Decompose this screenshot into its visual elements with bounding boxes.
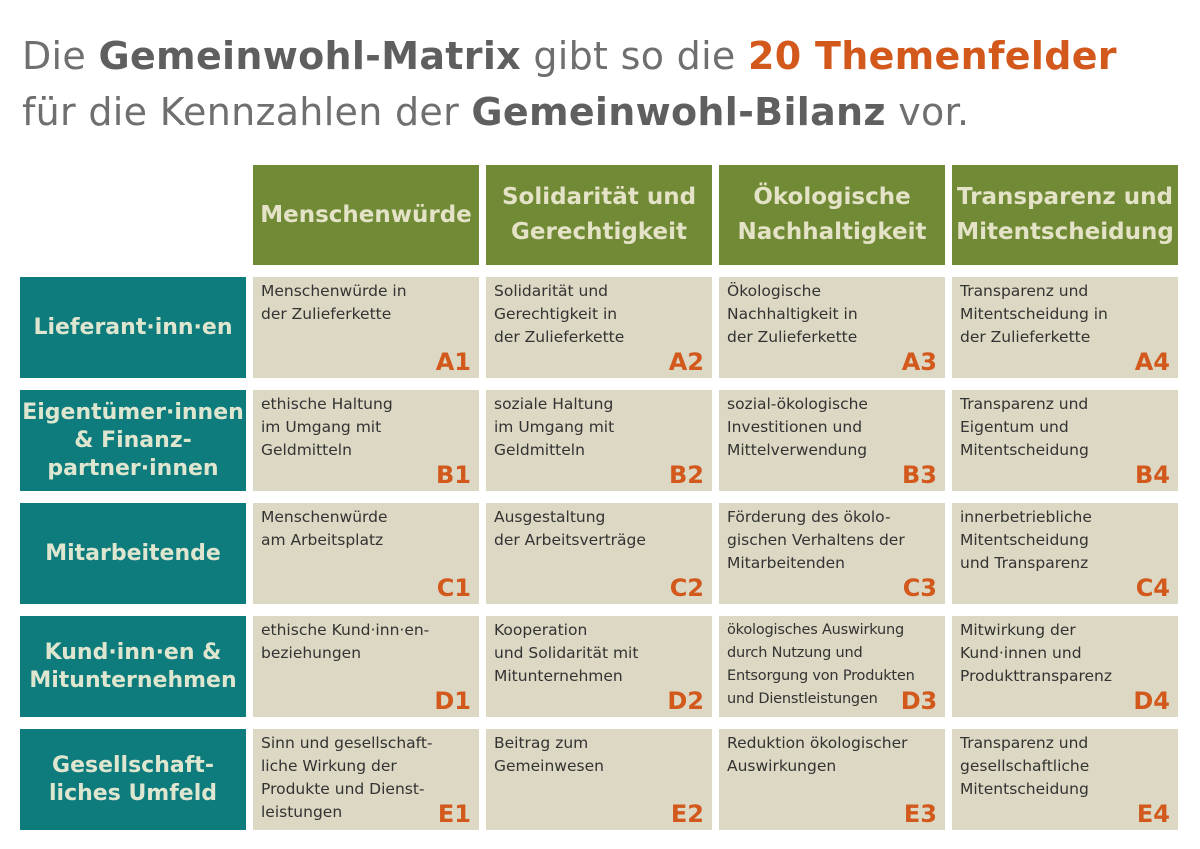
title-highlight: 20 Themenfelder (748, 34, 1117, 78)
cell-code: E2 (670, 800, 704, 828)
column-header-oekologie: Ökologische Nachhaltigkeit (719, 165, 945, 265)
matrix-cell-e1 (253, 729, 479, 830)
row-header-eigentuemer: Eigentümer·innen & Finanz- partner·innen (20, 390, 246, 491)
cell-text: Ausgestaltung der Arbeitsverträge (494, 508, 646, 549)
cell-text: Transparenz und gesellschaftliche Mitentscheidung (960, 734, 1090, 798)
cell-text: innerbetriebliche Mitentscheidung und Transparenz (960, 508, 1092, 572)
cell-text: Menschenwürde in der Zulieferkette (261, 282, 407, 323)
row-header-lieferanten: Lieferant·inn·en (20, 277, 246, 378)
column-header-transparenz: Transparenz und Mitentscheidung (952, 165, 1178, 265)
cell-code: A1 (435, 348, 471, 376)
cell-code: A2 (668, 348, 704, 376)
cell-code: E4 (1136, 800, 1170, 828)
cell-code: E1 (437, 800, 471, 828)
cell-text: Transparenz und Eigentum und Mitentscheidung (960, 395, 1089, 459)
cell-text: Sinn und gesellschaft- liche Wirkung der Produkte und Dienst- leistungen (261, 734, 433, 821)
matrix-cell-b3 (719, 390, 945, 491)
cell-text: soziale Haltung im Umgang mit Geldmitteln (494, 395, 615, 459)
cell-text: Reduktion ökologischer Auswirkungen (727, 734, 908, 775)
cell-code: E3 (903, 800, 937, 828)
matrix-cell-a2 (486, 277, 712, 378)
matrix-cell-e3 (719, 729, 945, 830)
row-header-gesellschaft: Gesellschaft- liches Umfeld (20, 729, 246, 830)
cell-text: Förderung des ökolo- gischen Verhaltens der Mitarbeitenden (727, 508, 905, 572)
title-text: vor. (885, 90, 970, 134)
matrix-cell-b1 (253, 390, 479, 491)
matrix-cell-e2 (486, 729, 712, 830)
matrix-cell-d2 (486, 616, 712, 717)
cell-code: C3 (902, 574, 937, 602)
cell-text: Menschenwürde am Arbeitsplatz (261, 508, 388, 549)
matrix-cell-d3 (719, 616, 945, 717)
matrix-cell-b2 (486, 390, 712, 491)
cell-code: B4 (1135, 461, 1170, 489)
column-header-solidaritaet: Solidarität und Gerechtigkeit (486, 165, 712, 265)
cell-code: D2 (667, 687, 704, 715)
row-header-kunden: Kund·inn·en & Mitunternehmen (20, 616, 246, 717)
cell-code: C2 (669, 574, 704, 602)
title-matrix-name: Gemeinwohl-Matrix (98, 34, 521, 78)
title-bilanz-name: Gemeinwohl-Bilanz (471, 90, 886, 134)
cell-text: ethische Kund·inn·en- beziehungen (261, 621, 430, 662)
cell-code: B3 (902, 461, 937, 489)
cell-code: D4 (1133, 687, 1170, 715)
gemeinwohl-matrix (20, 165, 1178, 830)
matrix-cell-c1 (253, 503, 479, 604)
title-line-1 (22, 28, 1182, 84)
matrix-cell-a4 (952, 277, 1178, 378)
page-title (22, 28, 1182, 140)
matrix-cell-d1 (253, 616, 479, 717)
cell-code: A4 (1134, 348, 1170, 376)
matrix-cell-a3 (719, 277, 945, 378)
cell-text: Ökologische Nachhaltigkeit in der Zulieferkette (727, 282, 858, 346)
matrix-cell-b4 (952, 390, 1178, 491)
cell-code: D3 (900, 687, 937, 715)
title-text: gibt so die (520, 34, 748, 78)
row-header-mitarbeitende: Mitarbeitende (20, 503, 246, 604)
cell-code: C4 (1135, 574, 1170, 602)
cell-text: Beitrag zum Gemeinwesen (494, 734, 604, 775)
column-header-menschenwuerde: Menschenwürde (253, 165, 479, 265)
matrix-corner (20, 165, 246, 265)
cell-text: sozial-ökologische Investitionen und Mittelverwendung (727, 395, 868, 459)
cell-text: Transparenz und Mitentscheidung in der Zulieferkette (960, 282, 1108, 346)
matrix-cell-e4 (952, 729, 1178, 830)
cell-text: ökologisches Auswirkung durch Nutzung und Entsorgung von Produkten und Dienstleistungen (727, 622, 915, 707)
cell-text: Mitwirkung der Kund·innen und Produkttransparenz (960, 621, 1113, 685)
title-text: für die Kennzahlen der (22, 90, 472, 134)
title-text: Die (22, 34, 99, 78)
matrix-cell-c4 (952, 503, 1178, 604)
cell-code: C1 (436, 574, 471, 602)
cell-text: Kooperation und Solidarität mit Mitunternehmen (494, 621, 639, 685)
cell-code: D1 (434, 687, 471, 715)
matrix-cell-c2 (486, 503, 712, 604)
cell-text: ethische Haltung im Umgang mit Geldmitteln (261, 395, 393, 459)
matrix-cell-a1 (253, 277, 479, 378)
cell-code: B2 (669, 461, 704, 489)
cell-code: B1 (436, 461, 471, 489)
cell-text: Solidarität und Gerechtigkeit in der Zulieferkette (494, 282, 625, 346)
cell-code: A3 (901, 348, 937, 376)
title-line-2 (22, 84, 1182, 140)
matrix-cell-c3 (719, 503, 945, 604)
matrix-cell-d4 (952, 616, 1178, 717)
